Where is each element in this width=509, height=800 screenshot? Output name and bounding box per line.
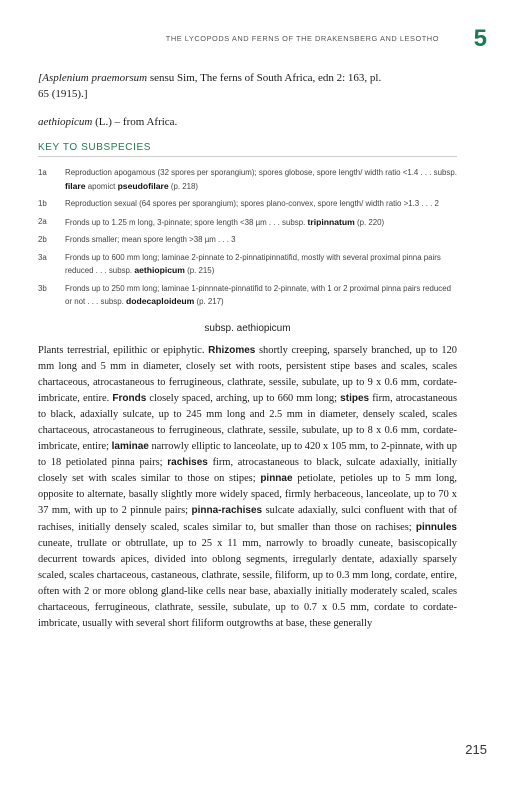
key-text-part: Fronds up to 1.25 m long, 3-pinnate; spore length <38 µm . . . subsp. <box>65 217 308 227</box>
description-paragraph <box>38 343 457 633</box>
desc-text: cuneate, trullate or obtrullate, up to 25 x 11 mm, narrowly to broadly cuneate, basiscopically decurrent towards apices, divided into oblong segments, irregularly dentate, adaxially sparsely scaled, scales chartaceous, castaneous, clathrate, sessile, filiform, up to 0.3 mm long, cordate, entire, often with 2 or more oblong gland-like cells near base, abaxially initially moderately scaled, scales chartaceous, ferrugineous, clathrate, sessile, subulate, up to 0.7 x 0.5 mm, cordate to cordate-imbricate, usually with several short filiform outgrowths at base, these generally <box>38 537 457 630</box>
etymology-line <box>38 116 457 128</box>
desc-term: stipes <box>340 392 370 404</box>
etymology-name: aethiopicum <box>38 116 93 128</box>
desc-term: Fronds <box>112 392 147 404</box>
key-entry <box>38 198 457 211</box>
key-entry-id: 3b <box>38 283 47 293</box>
key-entry-text <box>65 216 457 230</box>
synonym-line2: 65 (1915).] <box>38 88 88 100</box>
key-taxon-name: dodecaploideum <box>125 296 195 306</box>
key-entry-id: 1b <box>38 199 47 208</box>
key-entry-text <box>65 234 457 247</box>
key-entry-text <box>65 167 457 193</box>
key-page-ref: (p. 217) <box>194 297 224 306</box>
key-entry-text <box>65 283 457 309</box>
key-page-ref: (p. 220) <box>354 217 385 227</box>
running-title: THE LYCOPODS AND FERNS OF THE DRAKENSBERG AND LESOTHO <box>165 34 439 43</box>
desc-text: Plants terrestrial, epilithic or epiphytic. <box>38 344 209 356</box>
desc-term: pinnules <box>415 521 457 533</box>
desc-text: narrowly elliptic to lanceolate, up to 420 x 105 mm, to 2-pinnate, with up to 18 petiolated pinna pairs; <box>38 441 457 469</box>
key-taxon-name: pseudofilare <box>117 180 169 191</box>
key-text-part: Fronds up to 250 mm long; laminae 1-pinnnate-pinnatifid to 2-pinnate, with 1 or 2 proximal pinna pairs reduced or not . . . subsp. <box>65 283 451 306</box>
key-entry <box>38 167 457 193</box>
desc-text: shortly creeping, sparsely branched, up to 120 mm long and 5 mm in diameter, closely set with roots, persistent stipe bases and scales, scales chartaceous, atrocastaneous to ferrugineous, clathrate, sessile, subulate, up to 9 x 0.6 mm, cordate-imbricate, entire. <box>38 344 458 404</box>
key-entry-text <box>65 198 457 211</box>
key-title: KEY TO SUBSPECIES <box>38 142 457 157</box>
page-number: 215 <box>465 742 487 757</box>
key-page-ref: (p. 215) <box>184 266 215 275</box>
desc-text: closely spaced, arching, up to 660 mm long; <box>146 392 341 404</box>
key-text-part: Fronds up to 600 mm long; laminae 2-pinnate to 2-pinnatipinnatifid, mostly with several proximal pinna pairs reduced . . . subsp. <box>65 252 441 275</box>
desc-term: pinnae <box>260 473 293 485</box>
etymology-rest: (L.) – from Africa. <box>92 116 178 128</box>
key-taxon-name: tripinnatum <box>307 216 355 227</box>
desc-text: firm, atrocastaneous to black, adaxially sulcate, up to 245 mm long and 2.5 mm in diameter, densely scaled, scales chartaceous, atrocastaneous to ferrugineous, clathrate, sessile, subulate, up to 8 x 0.6 mm, cordate-imbricate, entire; <box>38 392 458 453</box>
key-entry <box>38 234 457 247</box>
key-entry-id: 1a <box>38 168 47 177</box>
desc-term: laminae <box>111 441 149 453</box>
synonym-name: [Asplenium praemorsum <box>38 72 148 84</box>
page-content <box>38 70 457 632</box>
desc-term: Rhizomes <box>208 344 256 356</box>
key-entry-id: 2a <box>38 216 47 226</box>
synonym-citation <box>38 70 457 102</box>
key-entry-id: 3a <box>38 252 47 262</box>
key-entry <box>38 216 457 230</box>
key-page-ref: (p. 218) <box>168 181 199 191</box>
key-text-part: Reproduction sexual (64 spores per sporangium); spores plano-convex, spore length/ width ratio >1.3 . . . 2 <box>65 199 439 208</box>
desc-text: sulcate adaxially, sulci confluent with that of rachises, initially densely scaled, scales similar to, but smaller than those on rachises; <box>38 505 458 533</box>
desc-text: firm, atrocastaneous to black, sulcate adaxially, initially closely set with scales similar to those on stipes; <box>38 457 457 485</box>
desc-term: rachises <box>167 457 208 469</box>
key-entry-id: 2b <box>38 235 47 244</box>
subspecies-heading: subsp. aethiopicum <box>204 322 291 334</box>
key-entry-text <box>65 252 457 278</box>
key-text-part: apomict <box>85 181 118 191</box>
desc-term: pinna-rachises <box>191 505 263 517</box>
key-text-part: Reproduction apogamous (32 spores per sporangium); spores globose, spore length/ width ratio <1.4 . . . subsp. <box>65 168 457 177</box>
desc-text: petiolate, petioles up to 5 mm long, opposite to alternate, basally slightly more widely spaced, firmly herbaceous, lanceolate, up to 70 x 37 mm, with up to 2 pinnule pairs; <box>38 473 457 517</box>
key-list <box>38 167 457 309</box>
synonym-rest: sensu Sim, The ferns of South Africa, edn 2: 163, pl. <box>147 72 382 84</box>
key-taxon-name: aethiopicum <box>134 265 185 275</box>
key-entry <box>38 283 457 309</box>
key-taxon-name: filare <box>65 180 86 191</box>
chapter-number: 5 <box>473 25 487 52</box>
key-text-part: Fronds smaller; mean spore length >38 µm . . . 3 <box>65 235 236 244</box>
key-entry <box>38 252 457 278</box>
